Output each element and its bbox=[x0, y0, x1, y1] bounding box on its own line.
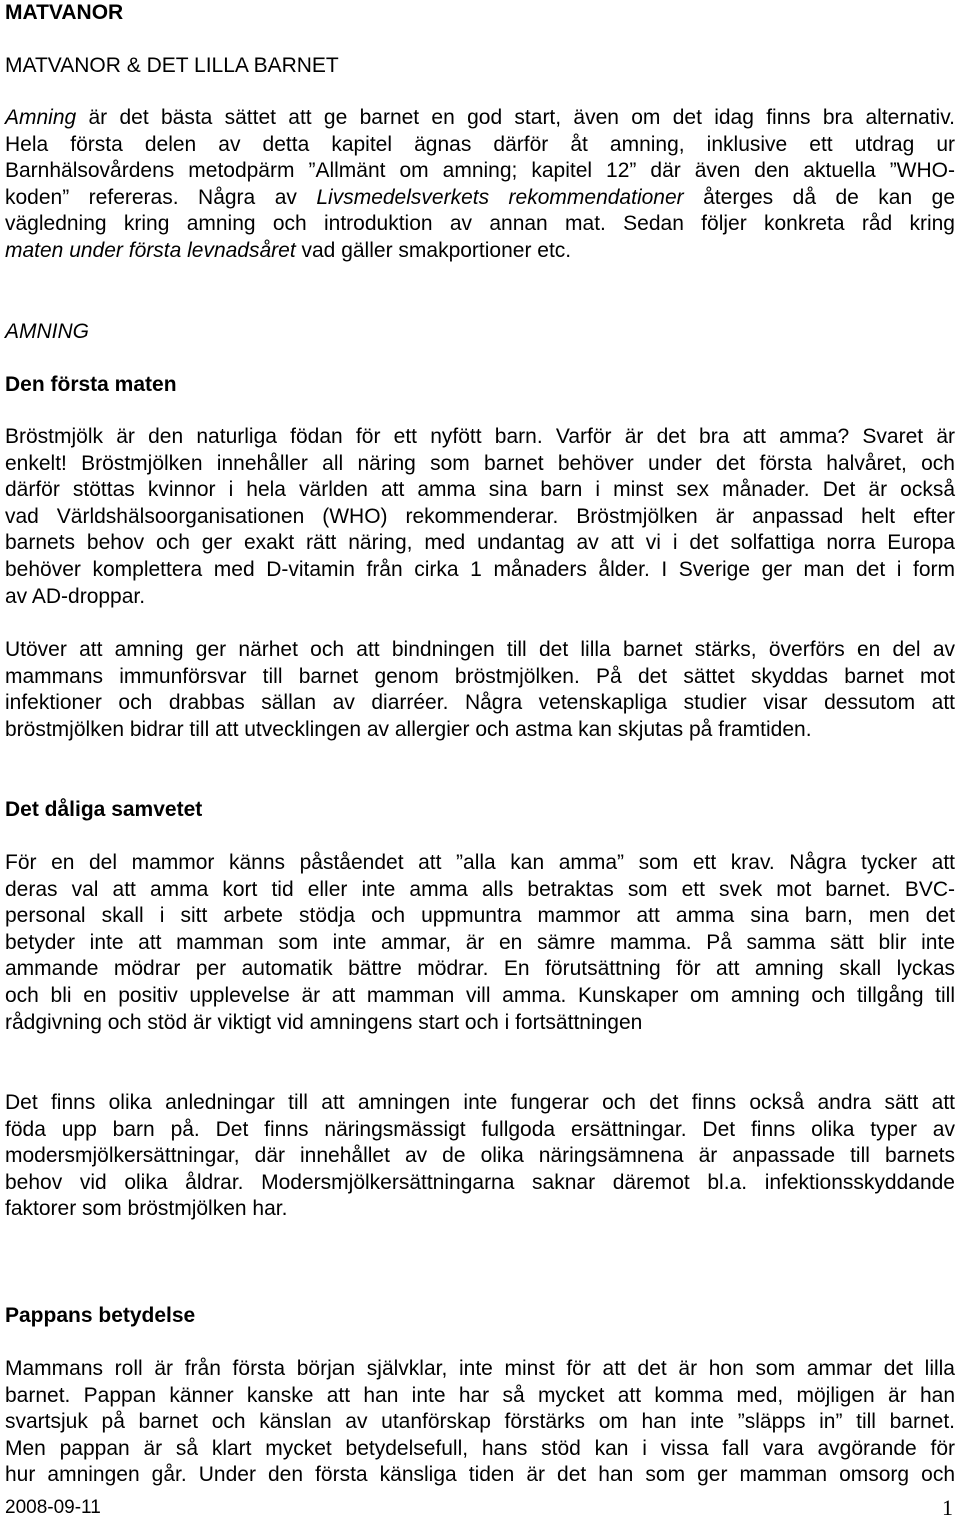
paragraph-samvete bbox=[5, 850, 955, 1036]
paragraph-line: deras val att amma kort tid eller inte amma alls betraktas som ett svek mot barnet. BVC- bbox=[5, 877, 955, 901]
paragraph-line: Mammans roll är från första början självklar, inte minst för att det är hon som ammar det lilla bbox=[5, 1357, 955, 1380]
heading-forsta-maten: Den första maten bbox=[5, 373, 177, 396]
intro-line-4a: koden” refereras. Några av bbox=[5, 185, 317, 209]
paragraph-line: mammans immunförsvar till barnet genom bröstmjölken. På det sättet skyddas barnet mot bbox=[5, 664, 955, 688]
paragraph-line: Utöver att amning ger närhet och att bindningen till det lilla barnet stärks, överförs en del av bbox=[5, 638, 955, 661]
paragraph-line: behöver komplettera med D-vitamin från cirka 1 månaders ålder. I Sverige ger man det i form bbox=[5, 557, 955, 581]
intro-line-6-text: vad gäller smakportioner etc. bbox=[295, 238, 572, 262]
paragraph-line: enkelt! Bröstmjölken innehåller all näring som barnet behöver under det första halvåret, och bbox=[5, 451, 955, 475]
heading-pappan: Pappans betydelse bbox=[5, 1304, 196, 1327]
paragraph-line: därför stöttas kvinnor i hela världen att amma sina barn i minst sex månader. Det är också bbox=[5, 478, 955, 502]
paragraph-line: ammande mödrar per automatik bättre mödrar. En förutsättning för att amning skall lyckas bbox=[5, 957, 955, 981]
intro-line-1 bbox=[5, 105, 955, 132]
paragraph-line: barnet. Pappan känner kanske att han inte har så mycket att komma med, möjligen är han bbox=[5, 1383, 955, 1407]
paragraph-line: hur amningen går. Under den första känsliga tiden är det han som ger mamman omsorg och bbox=[5, 1463, 955, 1487]
footer-date: 2008-09-11 bbox=[5, 1497, 101, 1518]
section-amning: AMNING bbox=[5, 320, 89, 343]
paragraph-line: personal skall i sitt arbete stödja och uppmuntra mammor att amma sina barn, men det bbox=[5, 904, 955, 928]
paragraph-line: Det finns olika anledningar till att amningen inte fungerar och det finns också andra sätt att bbox=[5, 1091, 955, 1114]
intro-line-6 bbox=[5, 238, 955, 265]
intro-line-5: vägledning kring amning och introduktion av annan mat. Sedan följer konkreta råd kring bbox=[5, 212, 955, 236]
paragraph-line: betyder inte att mamman som inte ammar, är en sämre mamma. På samma sätt blir inte bbox=[5, 930, 955, 954]
intro-livsmedelsverket-italic: Livsmedelsverkets rekommendationer bbox=[316, 185, 684, 209]
paragraph-line: av AD-droppar. bbox=[5, 584, 146, 608]
intro-maten-italic: maten under första levnadsåret bbox=[5, 238, 296, 262]
paragraph-anledningar bbox=[5, 1090, 955, 1223]
document-subtitle: MATVANOR & DET LILLA BARNET bbox=[5, 54, 339, 77]
intro-paragraph bbox=[5, 105, 955, 265]
page-number: 1 bbox=[942, 1495, 953, 1520]
paragraph-line: faktorer som bröstmjölken har. bbox=[5, 1197, 288, 1221]
paragraph-line: barnets behov och ger exakt rätt näring, med undantag av att vi i det solfattiga norra Europa bbox=[5, 531, 955, 555]
paragraph-pappan bbox=[5, 1356, 955, 1489]
paragraph-line: infektioner och drabbas sällan av diarréer. Några vetenskapliga studier visar dessutom att bbox=[5, 691, 955, 715]
paragraph-line: föda upp barn på. Det finns näringsmässigt fullgoda ersättningar. Det finns olika typer av bbox=[5, 1117, 955, 1141]
intro-line-2: Hela första delen av detta kapitel ägnas därför åt amning, inklusive ett utdrag ur bbox=[5, 132, 955, 156]
paragraph-line: För en del mammor känns påståendet att ”alla kan amma” som ett krav. Några tycker att bbox=[5, 851, 955, 874]
intro-line-4b: återges då de kan ge bbox=[683, 185, 956, 209]
paragraph-forsta-maten bbox=[5, 424, 955, 610]
paragraph-utover bbox=[5, 637, 955, 743]
intro-line-3: Barnhälsovårdens metodpärm ”Allmänt om amning; kapitel 12” där även den aktuella ”WHO- bbox=[5, 159, 955, 183]
intro-line-1-text: är det bästa sättet att ge barnet en god start, även om det idag finns bra alternativ. bbox=[76, 106, 955, 129]
heading-samvete: Det dåliga samvetet bbox=[5, 798, 203, 821]
document-title: MATVANOR bbox=[5, 1, 124, 24]
paragraph-line: svartsjuk på barnet och känslan av utanförskap förstärks om han inte ”släpps in” till barnet. bbox=[5, 1410, 955, 1434]
paragraph-line: Men pappan är så klart mycket betydelsefull, hans stöd kan i vissa fall vara avgörande för bbox=[5, 1436, 955, 1460]
paragraph-line: och bli en positiv upplevelse är att mamman vill amma. Kunskaper om amning och tillgång till bbox=[5, 983, 955, 1007]
intro-line-4 bbox=[5, 185, 955, 212]
paragraph-line: Bröstmjölk är den naturliga födan för ett nyfött barn. Varför är det bra att amma? Svaret är bbox=[5, 425, 955, 448]
paragraph-line: rådgivning och stöd är viktigt vid amningens start och i fortsättningen bbox=[5, 1010, 643, 1034]
paragraph-line: modersmjölkersättningar, där innehållet av de olika näringsämnena är anpassade till barnets bbox=[5, 1144, 955, 1168]
intro-amning-italic: Amning bbox=[5, 106, 77, 129]
paragraph-line: behov vid olika åldrar. Modersmjölkersättningarna saknar däremot bl.a. infektionsskyddande bbox=[5, 1170, 955, 1194]
paragraph-line: bröstmjölken bidrar till att utvecklingen av allergier och astma kan skjutas på framtiden. bbox=[5, 717, 812, 741]
paragraph-line: vad Världshälsoorganisationen (WHO) rekommenderar. Bröstmjölken är anpassad helt efter bbox=[5, 504, 955, 528]
